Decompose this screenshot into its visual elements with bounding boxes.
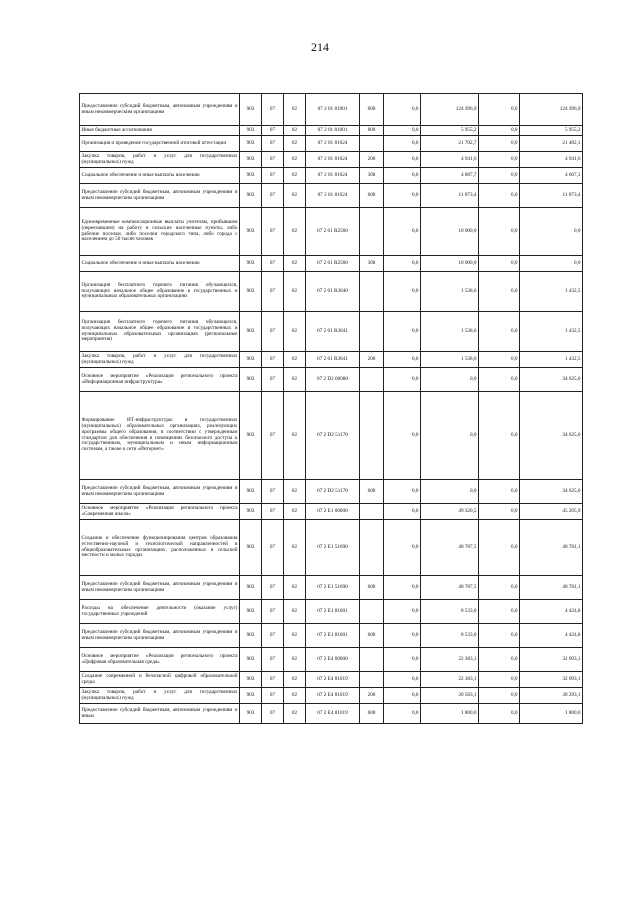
table-row — [80, 480, 583, 504]
row-section-cell: 07 — [262, 136, 284, 152]
row-name-cell: Формирование ИТ-инфраструктуры в государственных (муниципальных) образовательных организациях, реализующих программы общего образования, в соответствии с утвержденным стандартом для обеспечения в помещениях безопасного доступа к государственным, муниципальным и иным информационным системам, а также к сети «Интернет» — [80, 392, 240, 480]
row-expense-type-cell: 600 — [360, 704, 384, 724]
budget-table — [79, 93, 583, 724]
row-amount-4-cell: 11 873,4 — [520, 184, 583, 208]
row-target-article-cell: 07 2 01 R3040 — [306, 272, 360, 312]
row-grbs-cell: 903 — [240, 368, 262, 392]
row-amount-2-cell: 21 702,7 — [421, 136, 479, 152]
row-expense-type-cell: 600 — [360, 94, 384, 126]
row-grbs-cell: 903 — [240, 352, 262, 368]
page-number: 214 — [311, 40, 329, 54]
row-section-cell: 07 — [262, 480, 284, 504]
row-expense-type-cell — [360, 672, 384, 688]
table-row — [80, 208, 583, 256]
row-expense-type-cell: 300 — [360, 168, 384, 184]
row-section-cell: 07 — [262, 94, 284, 126]
row-grbs-cell: 903 — [240, 312, 262, 352]
row-amount-1-cell: 0,0 — [384, 208, 421, 256]
row-target-article-cell: 07 2 D2 00000 — [306, 368, 360, 392]
row-amount-4-cell: 34 625,0 — [520, 392, 583, 480]
row-amount-3-cell: 0,0 — [479, 704, 520, 724]
row-amount-2-cell: 5 955,2 — [421, 126, 479, 136]
row-subsection-cell: 02 — [284, 504, 306, 520]
row-amount-3-cell: 0,0 — [479, 688, 520, 704]
row-amount-4-cell: 4 424,8 — [520, 624, 583, 648]
row-section-cell: 07 — [262, 272, 284, 312]
row-amount-2-cell: 8 533,0 — [421, 624, 479, 648]
row-grbs-cell: 903 — [240, 504, 262, 520]
row-amount-1-cell: 0,0 — [384, 704, 421, 724]
row-amount-3-cell: 0,0 — [479, 576, 520, 600]
row-grbs-cell: 903 — [240, 272, 262, 312]
row-amount-1-cell: 0,0 — [384, 312, 421, 352]
row-section-cell: 07 — [262, 648, 284, 672]
row-section-cell: 07 — [262, 704, 284, 724]
row-amount-2-cell: 0,0 — [421, 480, 479, 504]
table-row — [80, 688, 583, 704]
table-row — [80, 152, 583, 168]
table-row — [80, 624, 583, 648]
row-name-cell: Основное мероприятие «Реализация регионального проекта «Современная школа» — [80, 504, 240, 520]
row-target-article-cell: 07 2 E1 51690 — [306, 576, 360, 600]
row-amount-4-cell: 0,0 — [520, 256, 583, 272]
row-amount-4-cell: 21 482,1 — [520, 136, 583, 152]
table-row — [80, 126, 583, 136]
row-amount-1-cell: 0,0 — [384, 136, 421, 152]
row-amount-1-cell: 0,0 — [384, 168, 421, 184]
row-name-cell: Закупка товаров, работ и услуг для государственных (муниципальных) нужд — [80, 688, 240, 704]
row-amount-2-cell: 1 538,6 — [421, 272, 479, 312]
row-amount-3-cell: 0,0 — [479, 624, 520, 648]
row-expense-type-cell — [360, 208, 384, 256]
row-amount-3-cell: 0,0 — [479, 504, 520, 520]
row-target-article-cell: 07 2 01 81024 — [306, 184, 360, 208]
row-amount-1-cell: 0,0 — [384, 94, 421, 126]
row-amount-3-cell: 0,0 — [479, 152, 520, 168]
row-section-cell: 07 — [262, 312, 284, 352]
table-row — [80, 168, 583, 184]
row-amount-3-cell: 0,0 — [479, 392, 520, 480]
row-amount-2-cell: 1 538,6 — [421, 312, 479, 352]
row-amount-1-cell: 0,0 — [384, 624, 421, 648]
row-expense-type-cell: 200 — [360, 152, 384, 168]
row-amount-2-cell: 1 538,6 — [421, 352, 479, 368]
row-subsection-cell: 02 — [284, 704, 306, 724]
row-amount-1-cell: 0,0 — [384, 272, 421, 312]
row-expense-type-cell: 200 — [360, 688, 384, 704]
row-amount-2-cell: 8 533,0 — [421, 600, 479, 624]
row-subsection-cell: 02 — [284, 648, 306, 672]
row-section-cell: 07 — [262, 624, 284, 648]
row-target-article-cell: 07 2 E4 00000 — [306, 648, 360, 672]
row-amount-2-cell: 49 320,5 — [421, 504, 479, 520]
row-amount-2-cell: 40 787,5 — [421, 576, 479, 600]
row-name-cell: Предоставление субсидий бюджетным, автономным учреждениям и иным — [80, 704, 240, 724]
table-row — [80, 352, 583, 368]
row-expense-type-cell: 600 — [360, 576, 384, 600]
row-section-cell: 07 — [262, 504, 284, 520]
row-expense-type-cell — [360, 504, 384, 520]
table-row — [80, 272, 583, 312]
row-grbs-cell: 903 — [240, 94, 262, 126]
row-amount-3-cell: 0,0 — [479, 480, 520, 504]
row-amount-4-cell: 40 781,1 — [520, 576, 583, 600]
row-subsection-cell: 02 — [284, 352, 306, 368]
row-grbs-cell: 903 — [240, 624, 262, 648]
row-amount-3-cell: 0,0 — [479, 168, 520, 184]
row-grbs-cell: 903 — [240, 126, 262, 136]
row-target-article-cell: 07 2 E4 81019 — [306, 688, 360, 704]
row-name-cell: Социальное обеспечение и иные выплаты населению — [80, 168, 240, 184]
row-grbs-cell: 903 — [240, 648, 262, 672]
row-amount-3-cell: 0,0 — [479, 600, 520, 624]
row-amount-1-cell: 0,0 — [384, 392, 421, 480]
row-amount-2-cell: 40 787,5 — [421, 520, 479, 576]
row-amount-2-cell: 22 383,1 — [421, 648, 479, 672]
row-section-cell: 07 — [262, 576, 284, 600]
row-target-article-cell: 07 2 E4 81019 — [306, 704, 360, 724]
row-amount-4-cell: 34 625,0 — [520, 368, 583, 392]
row-amount-1-cell: 0,0 — [384, 576, 421, 600]
row-section-cell: 07 — [262, 184, 284, 208]
row-grbs-cell: 903 — [240, 688, 262, 704]
row-subsection-cell: 02 — [284, 136, 306, 152]
row-target-article-cell: 07 2 D2 51170 — [306, 480, 360, 504]
row-amount-3-cell: 0,0 — [479, 94, 520, 126]
row-target-article-cell: 07 2 E1 00000 — [306, 504, 360, 520]
row-section-cell: 07 — [262, 168, 284, 184]
row-name-cell: Предоставление субсидий бюджетным, автономным учреждениям и иным некоммерческим организациям — [80, 94, 240, 126]
row-subsection-cell: 02 — [284, 392, 306, 480]
row-expense-type-cell: 600 — [360, 480, 384, 504]
row-section-cell: 07 — [262, 256, 284, 272]
table-row — [80, 520, 583, 576]
table-row — [80, 184, 583, 208]
row-subsection-cell: 02 — [284, 184, 306, 208]
row-target-article-cell: 07 2 01 81001 — [306, 94, 360, 126]
row-target-article-cell: 07 2 01 R3041 — [306, 352, 360, 368]
row-grbs-cell: 903 — [240, 600, 262, 624]
row-amount-2-cell: 10 000,0 — [421, 256, 479, 272]
row-expense-type-cell: 200 — [360, 352, 384, 368]
row-expense-type-cell — [360, 600, 384, 624]
row-grbs-cell: 903 — [240, 256, 262, 272]
row-subsection-cell: 02 — [284, 672, 306, 688]
row-amount-4-cell: 1 800,0 — [520, 704, 583, 724]
row-grbs-cell: 903 — [240, 576, 262, 600]
row-target-article-cell: 07 2 E1 51690 — [306, 520, 360, 576]
row-expense-type-cell — [360, 368, 384, 392]
row-amount-4-cell: 1 432,5 — [520, 352, 583, 368]
row-amount-3-cell: 0,0 — [479, 352, 520, 368]
table-row — [80, 648, 583, 672]
table-row — [80, 368, 583, 392]
row-target-article-cell: 07 2 E1 81001 — [306, 600, 360, 624]
row-amount-2-cell: 4 887,7 — [421, 168, 479, 184]
row-amount-2-cell: 124 396,9 — [421, 94, 479, 126]
row-section-cell: 07 — [262, 208, 284, 256]
row-amount-3-cell: 0,0 — [479, 312, 520, 352]
row-subsection-cell: 02 — [284, 272, 306, 312]
row-target-article-cell: 07 2 01 R2560 — [306, 256, 360, 272]
row-amount-2-cell: 10 000,0 — [421, 208, 479, 256]
row-subsection-cell: 02 — [284, 208, 306, 256]
row-grbs-cell: 903 — [240, 136, 262, 152]
table-row — [80, 392, 583, 480]
row-amount-4-cell: 30 293,1 — [520, 688, 583, 704]
row-section-cell: 07 — [262, 688, 284, 704]
row-name-cell: Единовременные компенсационные выплаты учителям, прибывшим (переехавшим) на работу в сельские населенные пункты, либо рабочие поселки, либо поселки городского типа, либо города с населением до 50 тысяч человек — [80, 208, 240, 256]
row-expense-type-cell — [360, 136, 384, 152]
row-expense-type-cell: 600 — [360, 184, 384, 208]
row-amount-4-cell: 124 396,9 — [520, 94, 583, 126]
row-target-article-cell: 07 2 01 81024 — [306, 136, 360, 152]
row-name-cell: Предоставление субсидий бюджетным, автономным учреждениям и иным некоммерческим организациям — [80, 480, 240, 504]
row-section-cell: 07 — [262, 672, 284, 688]
row-name-cell: Организация бесплатного горячего питания обучающихся, получающих начальное общее образование в государственных и муниципальных образовательных организациях — [80, 272, 240, 312]
row-subsection-cell: 02 — [284, 168, 306, 184]
row-amount-3-cell: 0,0 — [479, 256, 520, 272]
row-amount-4-cell: 5 955,2 — [520, 126, 583, 136]
row-subsection-cell: 02 — [284, 152, 306, 168]
table-row — [80, 136, 583, 152]
table-row — [80, 312, 583, 352]
row-section-cell: 07 — [262, 368, 284, 392]
row-name-cell: Закупка товаров, работ и услуг для государственных (муниципальных) нужд — [80, 352, 240, 368]
table-row — [80, 256, 583, 272]
table-row — [80, 576, 583, 600]
row-amount-3-cell: 0,0 — [479, 672, 520, 688]
row-target-article-cell: 07 2 D2 51170 — [306, 392, 360, 480]
row-amount-4-cell: 32 093,1 — [520, 648, 583, 672]
row-subsection-cell: 02 — [284, 368, 306, 392]
row-name-cell: Предоставление субсидий бюджетным, автономным учреждениям и иным некоммерческим организациям — [80, 576, 240, 600]
row-subsection-cell: 02 — [284, 600, 306, 624]
row-amount-2-cell: 11 873,4 — [421, 184, 479, 208]
row-amount-3-cell: 0,0 — [479, 520, 520, 576]
row-amount-4-cell: 34 625,0 — [520, 480, 583, 504]
row-name-cell: Закупка товаров, работ и услуг для государственных (муниципальных) нужд — [80, 152, 240, 168]
table-row — [80, 504, 583, 520]
row-amount-1-cell: 0,0 — [384, 648, 421, 672]
row-grbs-cell: 903 — [240, 480, 262, 504]
table-row — [80, 672, 583, 688]
row-subsection-cell: 02 — [284, 688, 306, 704]
row-name-cell: Организация бесплатного горячего питания обучающихся, получающих начальное общее образование в государственных и муниципальных образовательных организациях (региональные мероприятия) — [80, 312, 240, 352]
table-row — [80, 704, 583, 724]
row-expense-type-cell: 600 — [360, 624, 384, 648]
row-target-article-cell: 07 2 01 81024 — [306, 152, 360, 168]
row-amount-4-cell: 40 781,1 — [520, 520, 583, 576]
row-section-cell: 07 — [262, 520, 284, 576]
row-grbs-cell: 903 — [240, 392, 262, 480]
row-name-cell: Создание и обеспечение функционирования центров образования естественно-научной и технологической направленностей в общеобразовательных организациях, расположенных в сельской местности и малых городах — [80, 520, 240, 576]
row-name-cell: Основное мероприятие «Реализация регионального проекта «Информационная инфраструктура» — [80, 368, 240, 392]
row-section-cell: 07 — [262, 152, 284, 168]
row-grbs-cell: 903 — [240, 168, 262, 184]
row-grbs-cell: 903 — [240, 704, 262, 724]
row-subsection-cell: 02 — [284, 126, 306, 136]
row-amount-1-cell: 0,0 — [384, 352, 421, 368]
row-name-cell: Социальное обеспечение и иные выплаты населению — [80, 256, 240, 272]
row-name-cell: Расходы на обеспечение деятельности (оказание услуг) государственных учреждений — [80, 600, 240, 624]
row-section-cell: 07 — [262, 126, 284, 136]
row-amount-1-cell: 0,0 — [384, 152, 421, 168]
row-amount-3-cell: 0,0 — [479, 368, 520, 392]
row-expense-type-cell — [360, 392, 384, 480]
row-amount-1-cell: 0,0 — [384, 672, 421, 688]
row-amount-2-cell: 22 383,1 — [421, 672, 479, 688]
table-row — [80, 600, 583, 624]
row-amount-4-cell: 4 424,8 — [520, 600, 583, 624]
row-amount-1-cell: 0,0 — [384, 256, 421, 272]
row-target-article-cell: 07 2 01 81001 — [306, 126, 360, 136]
row-target-article-cell: 07 2 E4 81019 — [306, 672, 360, 688]
row-amount-1-cell: 0,0 — [384, 688, 421, 704]
row-expense-type-cell — [360, 272, 384, 312]
row-subsection-cell: 02 — [284, 520, 306, 576]
row-subsection-cell: 02 — [284, 256, 306, 272]
row-amount-3-cell: 0,0 — [479, 272, 520, 312]
row-amount-2-cell: 1 800,0 — [421, 704, 479, 724]
row-amount-3-cell: 0,0 — [479, 126, 520, 136]
row-amount-3-cell: 0,0 — [479, 648, 520, 672]
row-amount-2-cell: 0,0 — [421, 368, 479, 392]
row-target-article-cell: 07 2 E1 81001 — [306, 624, 360, 648]
row-name-cell: Создание современной и безопасной цифровой образовательной среды — [80, 672, 240, 688]
row-amount-1-cell: 0,0 — [384, 520, 421, 576]
row-amount-2-cell: 4 941,6 — [421, 152, 479, 168]
row-amount-4-cell: 4 667,1 — [520, 168, 583, 184]
row-amount-1-cell: 0,0 — [384, 504, 421, 520]
row-target-article-cell: 07 2 01 81024 — [306, 168, 360, 184]
row-amount-1-cell: 0,0 — [384, 480, 421, 504]
table-row — [80, 94, 583, 126]
row-amount-3-cell: 0,0 — [479, 184, 520, 208]
row-target-article-cell: 07 2 01 R2560 — [306, 208, 360, 256]
row-section-cell: 07 — [262, 352, 284, 368]
row-name-cell: Предоставление субсидий бюджетным, автономным учреждениям и иным некоммерческим организациям — [80, 184, 240, 208]
row-subsection-cell: 02 — [284, 576, 306, 600]
row-subsection-cell: 02 — [284, 624, 306, 648]
row-expense-type-cell: 800 — [360, 126, 384, 136]
row-name-cell: Организация и проведение государственной итоговой аттестации — [80, 136, 240, 152]
row-expense-type-cell — [360, 520, 384, 576]
row-subsection-cell: 02 — [284, 480, 306, 504]
row-expense-type-cell — [360, 312, 384, 352]
row-name-cell: Иные бюджетные ассигнования — [80, 126, 240, 136]
row-amount-4-cell: 4 941,6 — [520, 152, 583, 168]
row-name-cell: Основное мероприятие «Реализация регионального проекта «Цифровая образовательная среда» — [80, 648, 240, 672]
row-section-cell: 07 — [262, 392, 284, 480]
row-name-cell: Предоставление субсидий бюджетным, автономным учреждениям и иным некоммерческим организациям — [80, 624, 240, 648]
row-grbs-cell: 903 — [240, 672, 262, 688]
row-amount-4-cell: 32 093,1 — [520, 672, 583, 688]
row-grbs-cell: 903 — [240, 152, 262, 168]
row-target-article-cell: 07 2 01 R3041 — [306, 312, 360, 352]
row-grbs-cell: 903 — [240, 208, 262, 256]
row-amount-3-cell: 0,0 — [479, 208, 520, 256]
row-expense-type-cell — [360, 648, 384, 672]
row-amount-1-cell: 0,0 — [384, 184, 421, 208]
row-amount-1-cell: 0,0 — [384, 600, 421, 624]
row-grbs-cell: 903 — [240, 184, 262, 208]
row-subsection-cell: 02 — [284, 312, 306, 352]
row-amount-4-cell: 1 432,5 — [520, 272, 583, 312]
row-amount-4-cell: 1 432,5 — [520, 312, 583, 352]
row-amount-1-cell: 0,0 — [384, 368, 421, 392]
row-amount-4-cell: 0,0 — [520, 208, 583, 256]
row-amount-2-cell: 0,0 — [421, 392, 479, 480]
row-grbs-cell: 903 — [240, 520, 262, 576]
row-subsection-cell: 02 — [284, 94, 306, 126]
row-expense-type-cell: 300 — [360, 256, 384, 272]
row-amount-4-cell: 45 205,9 — [520, 504, 583, 520]
row-section-cell: 07 — [262, 600, 284, 624]
row-amount-3-cell: 0,0 — [479, 136, 520, 152]
row-amount-2-cell: 20 583,1 — [421, 688, 479, 704]
row-amount-1-cell: 0,0 — [384, 126, 421, 136]
